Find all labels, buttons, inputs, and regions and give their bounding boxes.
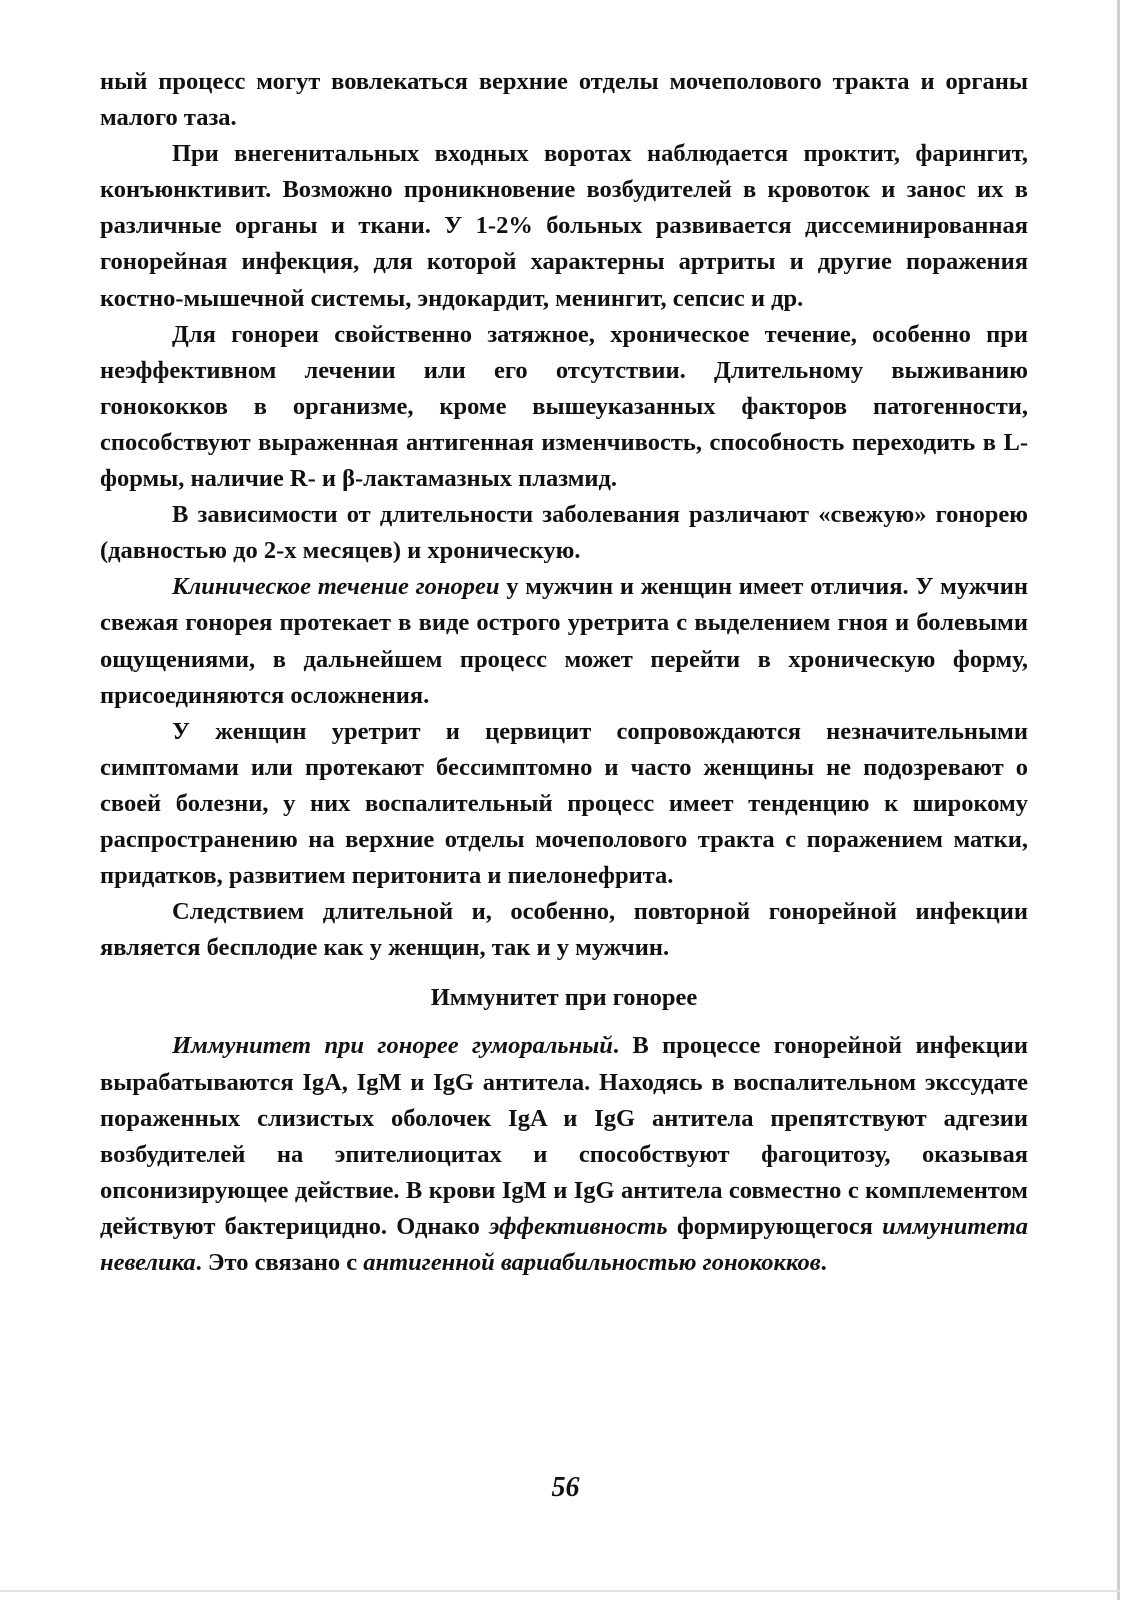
page-edge-right: [1117, 0, 1120, 1600]
main-text: [100, 64, 1028, 1281]
paragraph-women: У женщин уретрит и цервицит сопровождаются незначительными симптомами или протекают бессимптомно и часто женщины не подозревают о своей болезни, у них воспалительный процесс имеет тенденцию к широкому распространению на верхние отделы мочеполового тракта с поражением матки, придатков, развитием перитонита и пиелонефрита.: [100, 717, 1028, 890]
paragraph-consequence: Следствием длительной и, особенно, повторной гонорейной инфекции является бесплодие как у женщин, так и у мужчин.: [100, 898, 1028, 962]
immunity-em-1: эффективность: [489, 1212, 668, 1240]
paragraph-immunity: [100, 1028, 1028, 1281]
paragraph-clinical-course: [100, 569, 1028, 713]
clinical-course-lead: Клиническое течение гонореи: [172, 573, 500, 601]
immunity-text-2: формирующегося: [667, 1212, 883, 1240]
immunity-text-4: .: [820, 1249, 827, 1276]
immunity-text-3: . Это связано с: [195, 1249, 364, 1276]
paragraph-chronic-course: Для гонореи свойственно затяжное, хроническое течение, особенно при неэффективном лечении или его отсутствии. Длительному выживанию гонококков в организме, кроме вышеуказанных факторов патогенности, способствуют выраженная антигенная изменчивость, способность переходить в L-формы, наличие R- и β-лактамазных плазмид.: [100, 320, 1028, 493]
paragraph-classification: В зависимости от длительности заболевания различают «свежую» гонорею (давностью до 2-х месяцев) и хроническую.: [100, 501, 1028, 565]
page-number: 56: [551, 1472, 580, 1503]
section-heading: Иммунитет при гонорее: [430, 984, 698, 1012]
page-edge-bottom: [0, 1590, 1120, 1592]
immunity-em-2: иммунитета невелика: [100, 1212, 1028, 1276]
clinical-course-text: у мужчин и женщин имеет отличия. У мужчин свежая гонорея протекает в виде острого уретрита с выделением гноя и болевыми ощущениями, в дальнейшем процесс может перейти в хроническую форму, присоединяются осложнения.: [100, 573, 1028, 709]
immunity-lead: Иммунитет при гонорее гуморальный: [172, 1032, 613, 1060]
immunity-em-3: антигенной вариабильностью гонококков: [363, 1249, 821, 1276]
immunity-text-1: . В процессе гонорейной инфекции вырабатываются IgA, IgM и IgG антитела. Находясь в воспалительном экссудате пораженных слизистых оболочек IgA и IgG антитела препятствуют адгезии возбудителей на эпителиоцитах и способствуют фагоцитозу, оказывая опсонизирующее действие. В крови IgM и IgG антитела совместно с комплементом действуют бактерицидно. Однако: [100, 1032, 1028, 1240]
paragraph-continuation: ный процесс могут вовлекаться верхние отделы мочеполового тракта и органы малого таза.: [100, 68, 1028, 132]
paragraph-extragenital: При внегенитальных входных воротах наблюдается проктит, фарингит, конъюнктивит. Возможно проникновение возбудителей в кровоток и занос их в различные органы и ткани. У 1-2% больных развивается диссеминированная гонорейная инфекция, для которой характерны артриты и другие поражения костно-мышечной системы, эндокардит, менингит, сепсис и др.: [100, 140, 1028, 312]
